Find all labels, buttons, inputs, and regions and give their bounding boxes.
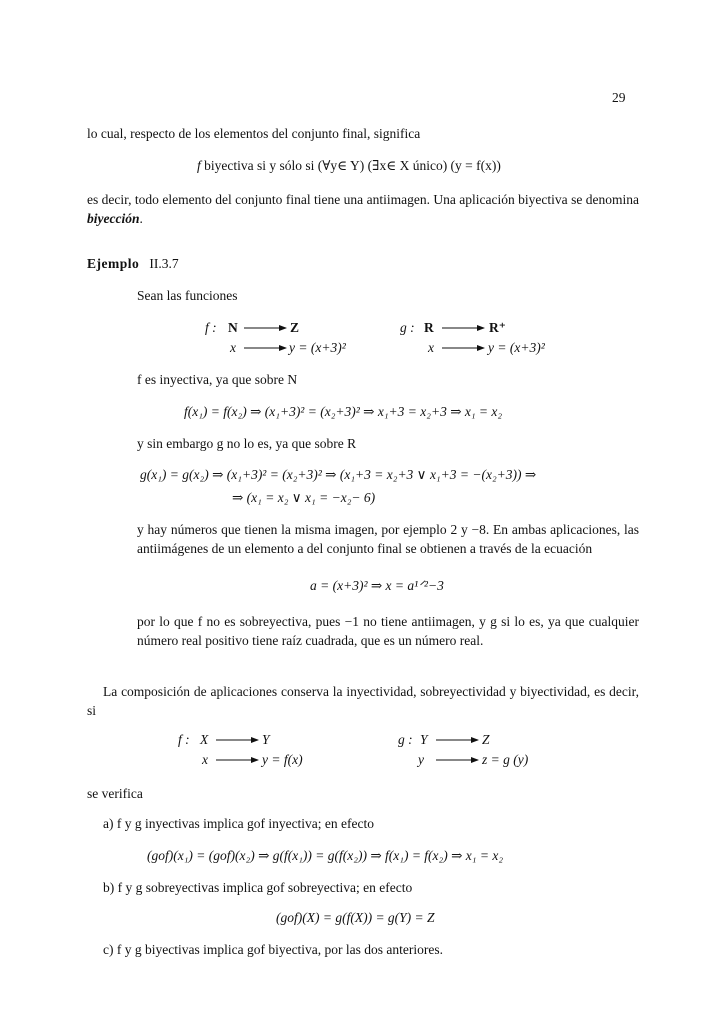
item-a: a) f y g inyectivas implica gof inyectiva; en efecto [103,816,375,831]
func-g-domain: R [424,320,434,335]
comp-f-arrow-1 [214,734,260,746]
func-f-x: x [230,340,236,355]
se-verifica: se verifica [87,786,143,801]
example-label: Ejemplo [87,256,140,271]
equation-a: (gof)(x₁) = (gof)(x₂) ⇒ g(f(x₁)) = g(f(x₂)) ⇒ f(x₁) = f(x₂) ⇒ x₁ = x₂ [147,848,504,863]
func-g-rule: y = (x+3)² [488,340,545,355]
func-f-arrow-1 [242,322,288,334]
comp-g-domain: Y [420,732,428,747]
func-g-arrow-1 [440,322,486,334]
func-g-x: x [428,340,434,355]
equation-2a: g(x₁) = g(x₂) ⇒ (x₁+3)² = (x₂+3)² ⇒ (x₁+3 = x₂+3 ∨ x₁+3 = −(x₂+3)) ⇒ [140,467,537,482]
example-number: II.3.7 [149,256,179,271]
comp-g-arrow-1 [434,734,480,746]
func-g-name: g : [400,320,415,335]
paragraph-misma-imagen: y hay números que tienen la misma imagen, por ejemplo 2 y −8. En ambas aplicaciones, las antiimágenes de un elemento a del conjunto final se obtienen a través de la ecuación [137,522,639,556]
page-number: 29 [612,90,626,105]
func-f-rule: y = (x+3)² [289,340,346,355]
equation-2b: ⇒ (x₁ = x₂ ∨ x₁ = −x₂− 6) [232,490,376,505]
item-b: b) f y g sobreyectivas implica gof sobreyectiva; en efecto [103,880,413,895]
comp-g-x: y [418,752,424,767]
comp-f-rule: y = f(x) [262,752,303,767]
term-biyeccion: biyección [87,211,140,226]
paragraph-sobreyectiva: por lo que f no es sobreyectiva, pues −1 no tiene antiimagen, y g si lo es, ya que cualquier número real positivo tiene raíz cuadrada, que es un número real. [137,614,639,648]
func-g-codomain: R⁺ [489,320,506,335]
func-f-codomain: Z [290,320,300,335]
paragraph-bijection-text: es decir, todo elemento del conjunto final tiene una antiimagen. Una aplicación biyectiva se denomina [87,192,639,207]
comp-f-codomain: Y [262,732,270,747]
item-c: c) f y g biyectivas implica gof biyectiva, por las dos anteriores. [103,942,444,957]
bijection-def-text: biyectiva si y sólo si (∀y∈ Y) (∃x∈ X único) (y = f(x)) [200,158,501,173]
bijection-def-lhs: f [197,158,201,173]
comp-g-arrow-2 [434,754,480,766]
paragraph-composicion: La composición de aplicaciones conserva la inyectividad, sobreyectividad y biyectividad, es decir, si [87,684,639,718]
func-f-arrow-2 [242,342,288,354]
sean-line: Sean las funciones [137,288,238,303]
comp-f-domain: X [200,732,209,747]
paragraph-bijection: es decir, todo elemento del conjunto final tiene una antiimagen. Una aplicación biyectiva se denomina biyección. [87,192,639,226]
func-f-domain: N [228,320,238,335]
comp-g-codomain: Z [482,732,490,747]
comp-f-name: f : [178,732,190,747]
f-inyectiva-line: f es inyectiva, ya que sobre N [137,372,298,387]
func-f-name: f : [205,320,217,335]
g-no-line: y sin embargo g no lo es, ya que sobre R [137,436,357,451]
comp-g-rule: z = g (y) [482,752,529,767]
func-g-arrow-2 [440,342,486,354]
bijection-definition [197,158,501,174]
equation-b: (gof)(X) = g(f(X)) = g(Y) = Z [276,910,435,925]
intro-line: lo cual, respecto de los elementos del conjunto final, significa [87,126,421,141]
comp-f-x: x [202,752,208,767]
comp-g-name: g : [398,732,413,747]
equation-3: a = (x+3)² ⇒ x = a¹ᐟ²−3 [310,578,444,593]
example-heading [87,256,179,272]
comp-f-arrow-2 [214,754,260,766]
equation-1: f(x₁) = f(x₂) ⇒ (x₁+3)² = (x₂+3)² ⇒ x₁+3 = x₂+3 ⇒ x₁ = x₂ [184,404,503,419]
